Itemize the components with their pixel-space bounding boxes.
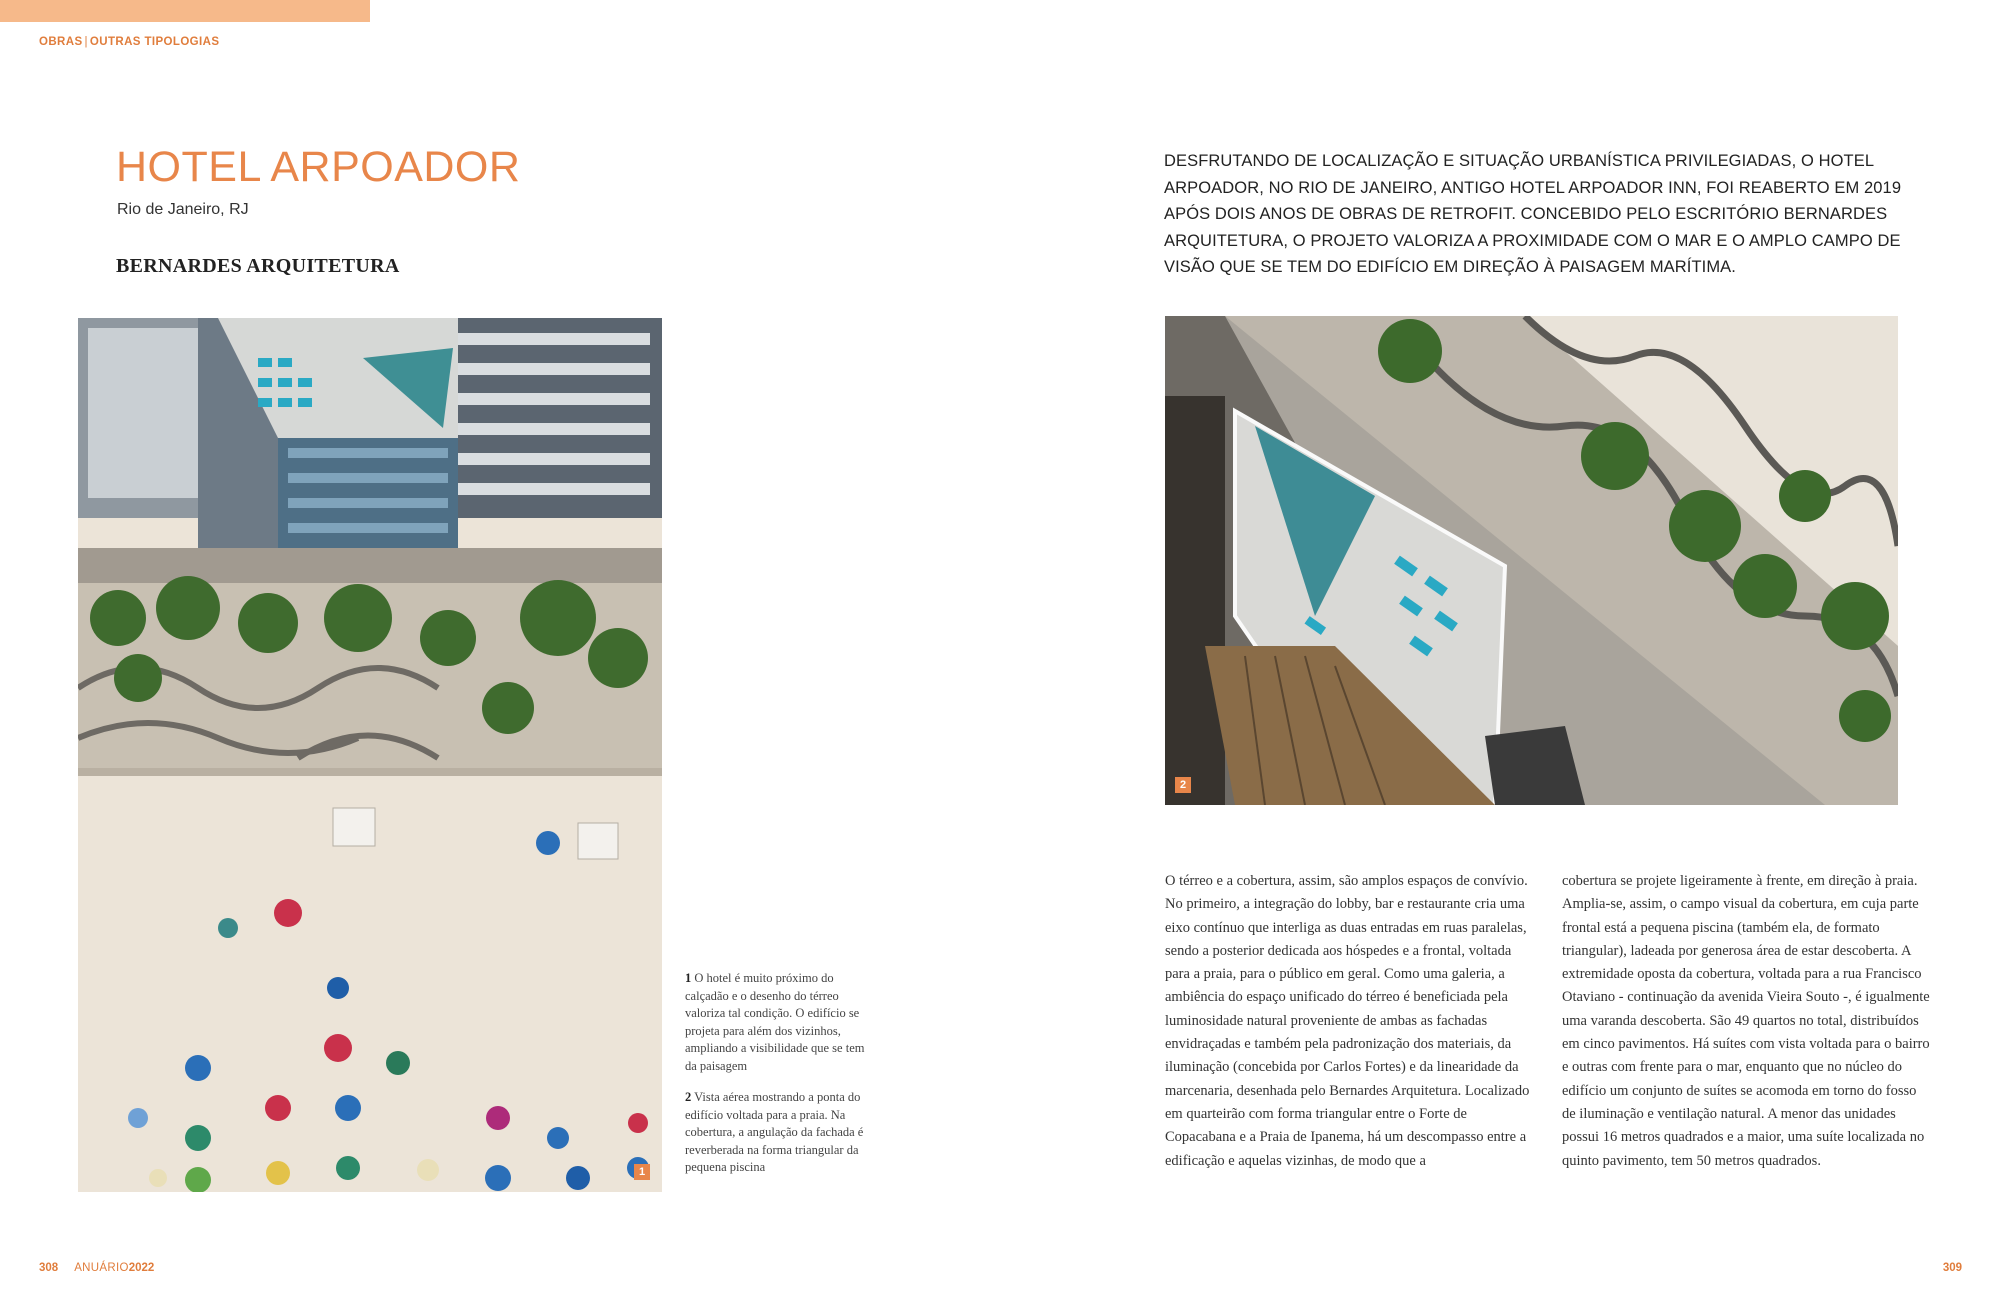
page-number-left: 308 [39,1262,59,1274]
caption-1 [685,970,865,1075]
aerial-photo-illustration [1165,316,1898,805]
photo-captions [685,970,865,1191]
article-location: Rio de Janeiro, RJ [117,201,249,218]
aerial-photo-hotel-beach [78,318,662,1192]
page-number-right: 309 [1942,1262,1962,1274]
top-accent-bar [0,0,370,22]
section-label [39,36,219,48]
body-text-column-1: O térreo e a cobertura, assim, são amplos espaços de convívio. No primeiro, a integração do lobby, bar e restaurante cria uma eixo contínuo que interliga as duas entradas em ruas paralelas, sendo a posterior dedicada aos hóspedes e a frontal, voltada para a praia, para o público em geral. Como uma galeria, a ambiência do espaço unificado do térreo é beneficiada pela luminosidade natural proveniente de ambas as fachadas envidraçadas e também pela padronização dos materiais, da iluminação (concebida por Carlos Fortes) e da linearidade da marcenaria, desenhada pelo Bernardes Arquitetura. Localizado em quarteirão com forma triangular entre o Forte de Copacabana e a Praia de Ipanema, há um descompasso entre a edificação e aquelas vizinhas, de modo que a [1165,873,1530,1169]
subsection-name: OUTRAS TIPOLOGIAS [89,36,220,48]
caption-text: O hotel é muito próximo do calçadão e o desenho do térreo valoriza tal condição. O edifício se projeta para além dos vizinhos, ampliando a visibilidade que se tem da paisagem [685,971,865,1073]
photo-number-badge: 2 [1175,777,1191,793]
aerial-photo-building-tip [1165,316,1898,805]
caption-2 [685,1089,865,1177]
body-text-column-2: cobertura se projete ligeiramente à frente, em direção à praia. Amplia-se, assim, o campo visual da cobertura, em cuja parte frontal está a pequena piscina (também ela, de formato triangular), ladeada por generosa área de estar descoberta. A extremidade oposta da cobertura, voltada para a rua Francisco Otaviano - continuação da avenida Vieira Souto -, é igualmente uma varanda descoberta. São 49 quartos no total, distribuídos em cinco pavimentos. Há suítes com vista voltada para o bairro e outras com frente para o mar, enquanto que no núcleo do edifício um conjunto de suítes se acomoda em torno do fosso de iluminação e ventilação natural. A menor das unidades possui 16 metros quadrados e a maior, uma suíte localizada no quinto pavimento, tem 50 metros quadrados. [1562,873,1930,1169]
section-name: OBRAS [39,36,83,48]
caption-text: Vista aérea mostrando a ponta do edifício voltada para a praia. Na cobertura, a angulação da fachada é reverberada na forma triangular da pequena piscina [685,1090,864,1174]
footer-left [39,1262,154,1274]
section-separator: | [84,36,88,48]
article-intro: DESFRUTANDO DE LOCALIZAÇÃO E SITUAÇÃO URBANÍSTICA PRIVILEGIADAS, O HOTEL ARPOADOR, NO RIO DE JANEIRO, ANTIGO HOTEL ARPOADOR INN, FOI REABERTO EM 2019 APÓS DOIS ANOS DE OBRAS DE RETROFIT. CONCEBIDO PELO ESCRITÓRIO BERNARDES ARQUITETURA, O PROJETO VALORIZA A PROXIMIDADE COM O MAR E O AMPLO CAMPO DE VISÃO QUE SE TEM DO EDIFÍCIO EM DIREÇÃO À PAISAGEM MARÍTIMA. [1164,152,1902,276]
aerial-photo-illustration [78,318,662,1192]
caption-number: 1 [685,971,692,985]
article-title: HOTEL ARPOADOR [116,143,521,191]
architecture-firm: BERNARDES ARQUITETURA [116,255,400,277]
publication-name: ANUÁRIO [74,1262,129,1274]
caption-number: 2 [685,1090,692,1104]
photo-number-badge: 1 [634,1164,650,1180]
publication-year: 2022 [128,1262,155,1274]
